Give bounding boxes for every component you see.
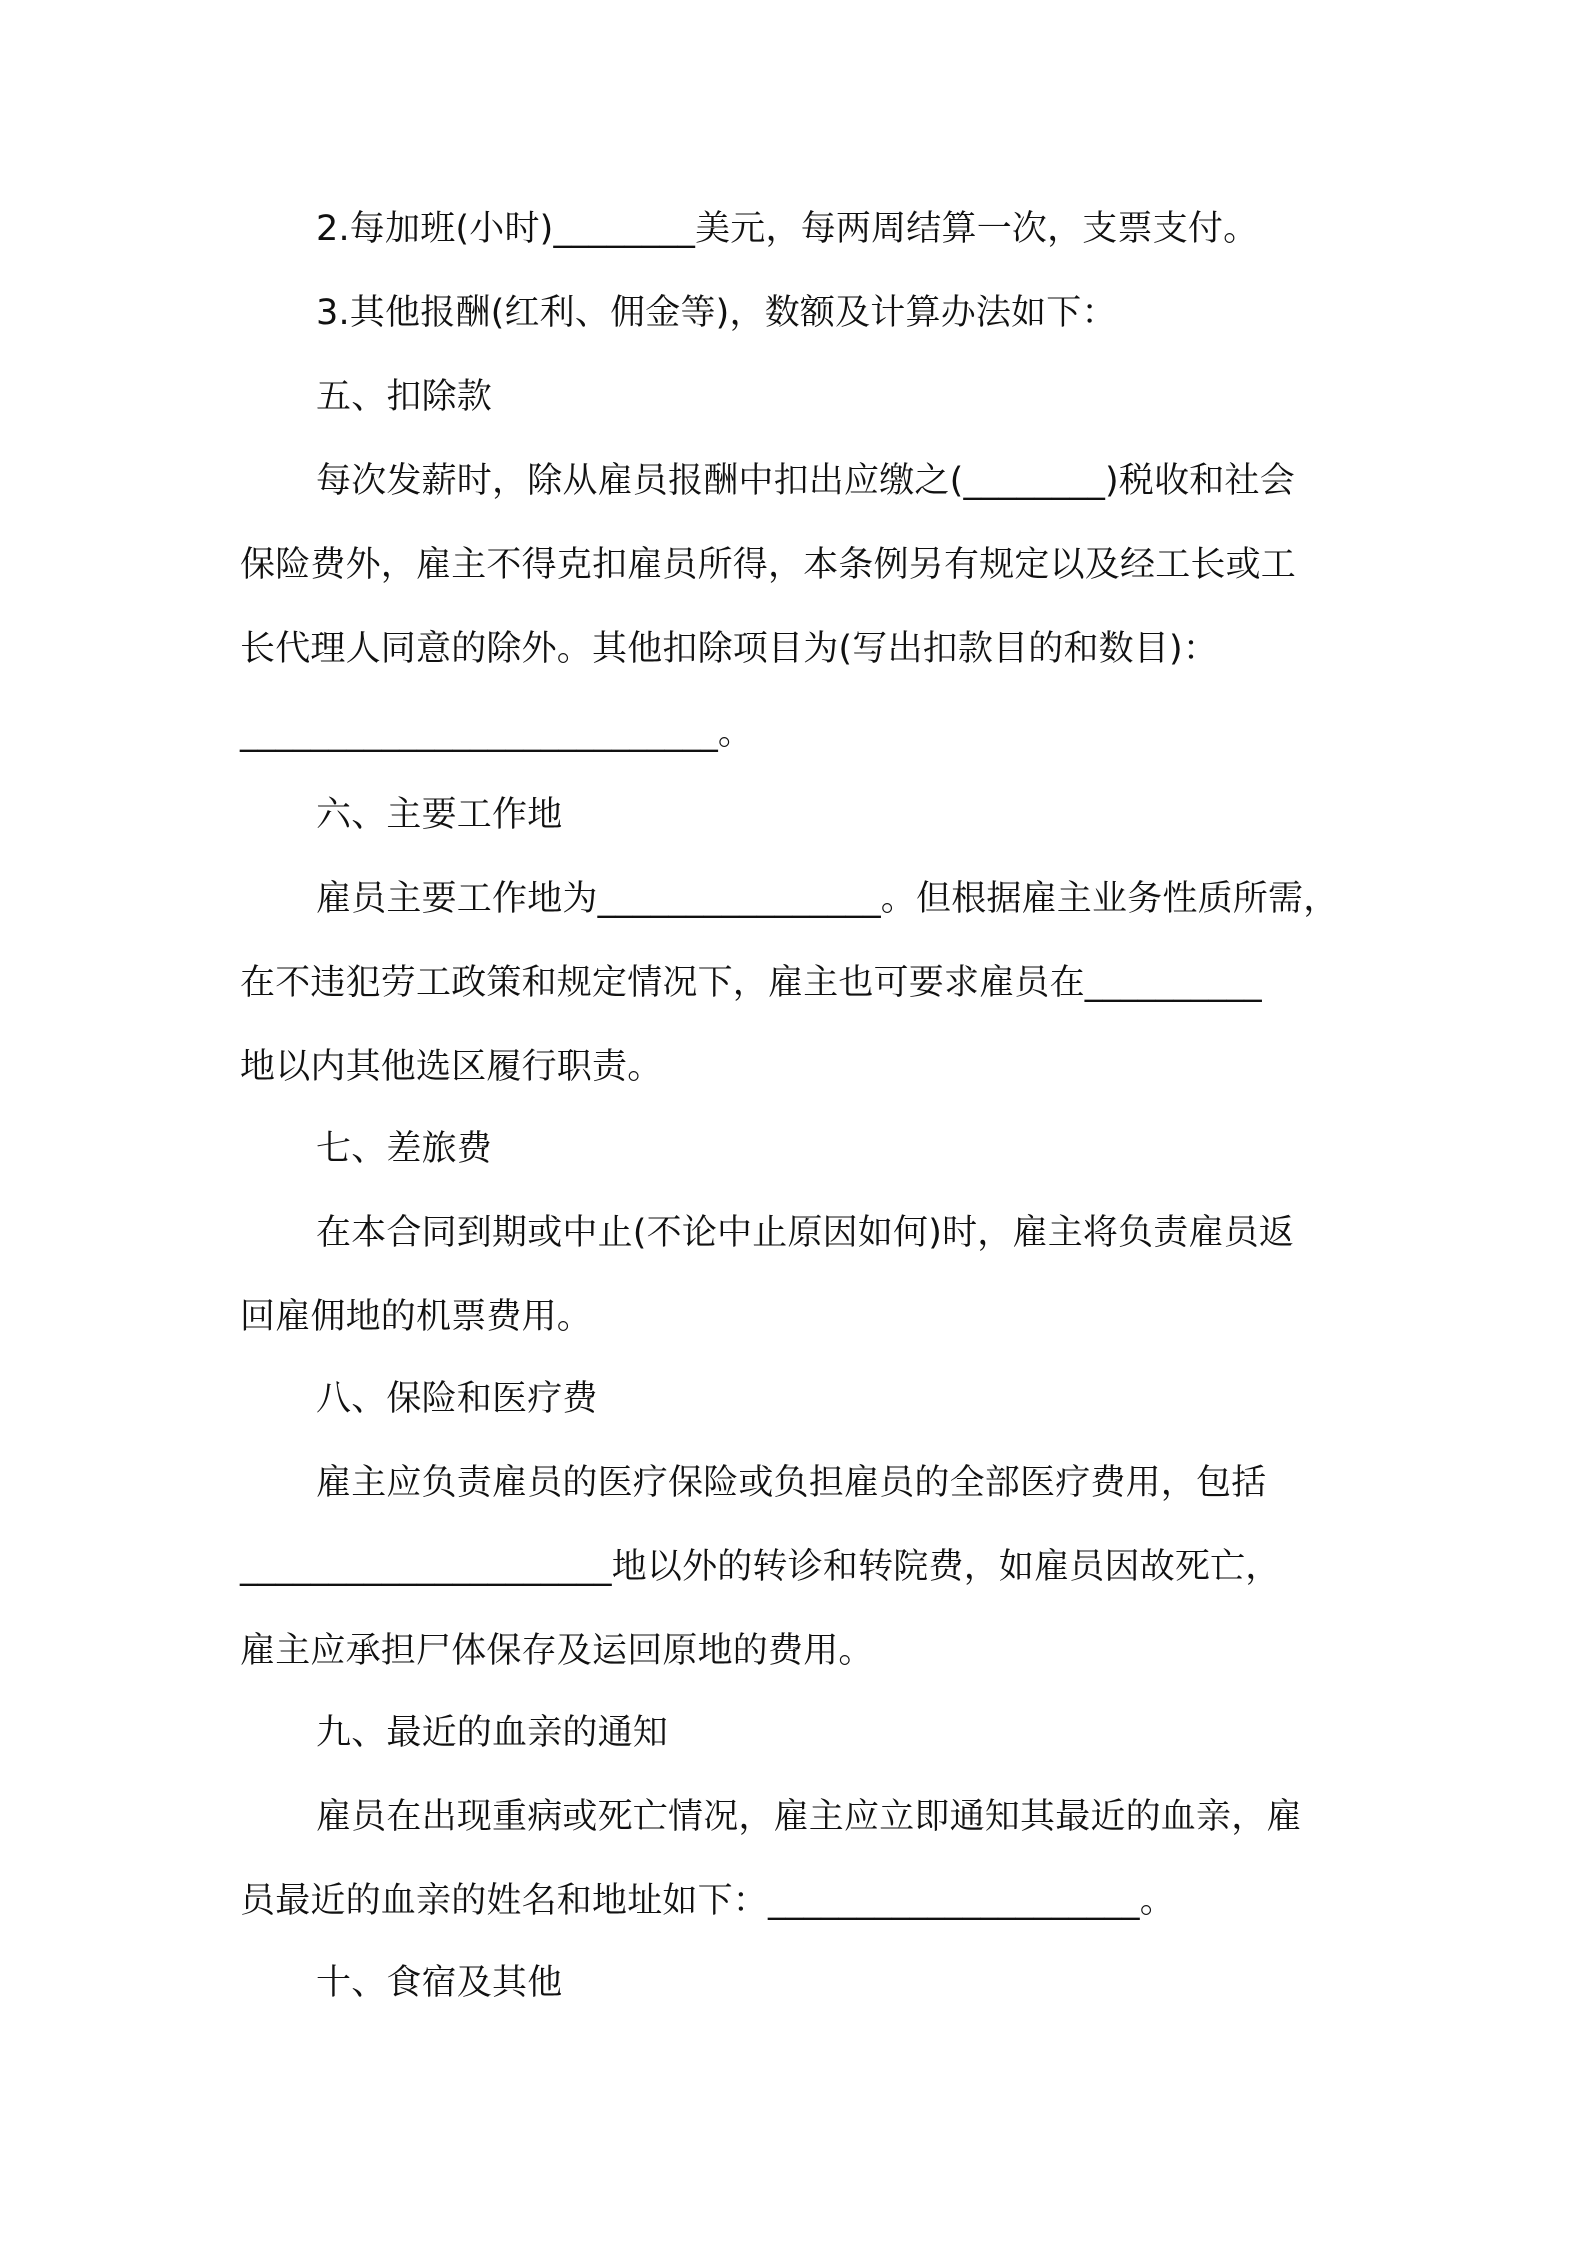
next-of-kin-paragraph-line: 雇员在出现重病或死亡情况，雇主应立即通知其最近的血亲，雇 xyxy=(316,1797,1302,1837)
section-heading-workplace: 六、主要工作地 xyxy=(316,795,563,835)
deductions-paragraph-line: 每次发薪时，除从雇员报酬中扣出应缴之(________)税收和社会 xyxy=(316,461,1295,501)
insurance-paragraph-line: 雇主应承担尸体保存及运回原地的费用。 xyxy=(240,1631,874,1671)
other-remuneration-clause: 3.其他报酬(红利、佣金等)，数额及计算办法如下： xyxy=(316,293,1117,333)
deductions-blank-line: ___________________________。 xyxy=(240,713,754,753)
deductions-paragraph-line: 保险费外，雇主不得克扣雇员所得，本条例另有规定以及经工长或工 xyxy=(240,545,1297,585)
section-heading-travel: 七、差旅费 xyxy=(316,1129,493,1169)
workplace-paragraph-line: 在不违犯劳工政策和规定情况下，雇主也可要求雇员在__________ xyxy=(240,963,1262,1003)
workplace-paragraph-line: 地以内其他选区履行职责。 xyxy=(240,1047,663,1087)
section-heading-board-lodging: 十、食宿及其他 xyxy=(316,1963,563,2003)
insurance-paragraph-line: 雇主应负责雇员的医疗保险或负担雇员的全部医疗费用，包括 xyxy=(316,1463,1267,1503)
travel-paragraph-line: 回雇佣地的机票费用。 xyxy=(240,1297,593,1337)
section-heading-next-of-kin: 九、最近的血亲的通知 xyxy=(316,1713,669,1753)
overtime-pay-clause: 2.每加班(小时)________美元，每两周结算一次，支票支付。 xyxy=(316,209,1259,249)
insurance-paragraph-line: _____________________地以外的转诊和转院费，如雇员因故死亡， xyxy=(240,1547,1281,1587)
section-heading-deductions: 五、扣除款 xyxy=(316,377,493,417)
travel-paragraph-line: 在本合同到期或中止(不论中止原因如何)时，雇主将负责雇员返 xyxy=(316,1213,1295,1253)
section-heading-insurance: 八、保险和医疗费 xyxy=(316,1379,598,1419)
deductions-paragraph-line: 长代理人同意的除外。其他扣除项目为(写出扣款目的和数目)： xyxy=(240,629,1219,669)
next-of-kin-paragraph-line: 员最近的血亲的姓名和地址如下：_____________________。 xyxy=(240,1881,1175,1921)
workplace-paragraph-line: 雇员主要工作地为________________。但根据雇主业务性质所需， xyxy=(316,879,1339,919)
